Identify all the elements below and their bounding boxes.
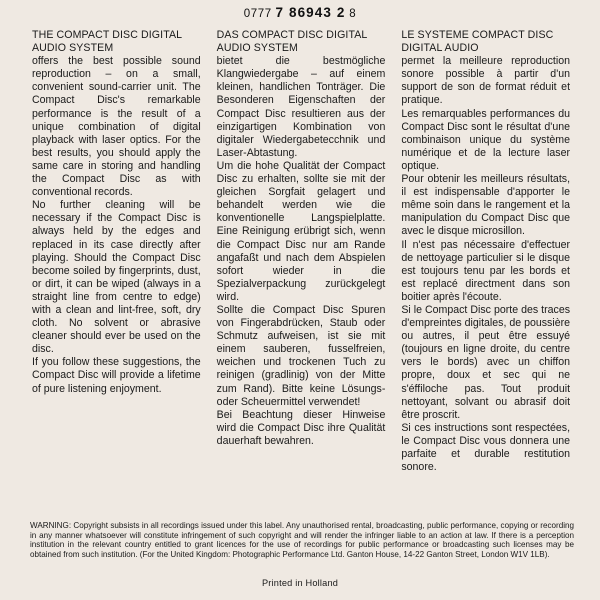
catalogue-suffix: 8 [349,8,357,20]
column-french-title: LE SYSTEME COMPACT DISC DIGITAL AUDIO [401,29,554,55]
column-english-title: THE COMPACT DISC DIGITAL AUDIO SYSTEM [32,29,182,55]
column-german-body: bietet die bestmögliche Klangwiedergabe – auf einem kleinen, handlichen Tonträger. Die Besonderen Eigenschaften der Compact Disc resultieren aus der einzigartigen Kombination von digitaler Wiedergabetecchnik und Laser-Abtastung. Um die hohe Qualität der Compact Disc zu erhalten, sollte sie mit der gleichen Sorgfait gelagert und behandelt werden wie die konventionelle Langspielplatte. Eine Reinigung erübrigt sich, wenn die Compact Disc nur am Rande angafaßt und nach dem Abspielen sofort wieder in die Spezialverpackung zurückgelegt wird. Sollte die Compact Disc Spuren von Fingerabdrücken, Staub oder Schmutz aufweisen, ist sie mit einem sauberen, fusselfreien, weichen und trockenen Tuch zu reinigen (gradlinig) von der Mitte zum Rand). Bitte keine Lösungs- oder Scheuermittel verwendet! Bei Beachtung dieser Hinweise wird die Compact Disc ihre Qualität dauerhaft bewahren. [216,55,386,447]
column-english-body: offers the best possible sound reproduction – on a small, convenient sound-carrier unit. The Compact Disc's remarkable performance is the result of a unique combination of digital playback with laser optics. For the best results, you should apply the same care in storing and handling the Compact Disc as with conventional records. No further cleaning will be necessary if the Compact Disc is always held by the edges and replaced in its case directly after playing. Should the Compact Disc become soiled by fingerprints, dust, or dirt, it can be wiped (always in a straight line from centre to edge) with a clean and lint-free, soft, dry cloth. No solvent or abrasive cleaner should ever be used on the disc. If you follow these suggestions, the Compact Disc will provide a lifetime of pure listening enjoyment. [32,55,201,395]
language-columns [0,29,600,474]
copyright-warning [30,521,574,559]
printed-in-note: Printed in Holland [261,578,339,588]
column-english [32,29,201,474]
copyright-warning-label: WARNING: [30,521,72,530]
column-french [401,29,570,474]
catalogue-number-line [0,0,600,20]
column-french-body: permet la meilleure reproduction sonore possible à partir d'un support de son de format réduit et pratique. Les remarquables performances du Compact Disc sont le résultat d'une combinaison unique du système numérique et de la lecture laser optique. Pour obtenir les meilleurs résultats, il est indispensable d'apporter le même soin dans le rangement et la manipulation du Compact Disc que avec le disque microsillon. Il n'est pas nécessaire d'effectuer de nettoyage particulier si le disque est toujours tenu par les bords et est replacé directment dans son boitier après l'écoute. Si le Compact Disc porte des traces d'empreintes digitales, de poussière ou autres, il peut être essuyé (toujours en ligne droite, du centre vers le bords) avec un chiffon propre, doux et sec qui ne s'éffiloche pas. Tout produit nettoyant, solvant ou abrasif doit être proscrit. Si ces instructions sont respectées, le Compact Disc vous donnera une parfaite et durable restitution sonore. [401,55,571,474]
catalogue-number: 7 86943 2 [275,5,346,20]
column-german-title: DAS COMPACT DISC DIGITAL AUDIO SYSTEM [216,29,368,55]
copyright-warning-text: Copyright subsists in all recordings issued under this label. Any unauthorised rental, broadcasting, public performance, copying or recording in any manner whatsoever will constitute infringement of such copyright and will render the infringer liable to an action at law. If there is a perception institution in the relevant country entitled to grant licences for the use of recordings for public performance or broadcasting such licenses may be obtained from such institution. (For the United Kingdom: Photographic Performance Ltd. Ganton House, 14-22 Ganton Street, London W1V 1LB). [30,521,575,559]
catalogue-prefix: 0777 [243,8,272,20]
column-german [217,29,386,474]
